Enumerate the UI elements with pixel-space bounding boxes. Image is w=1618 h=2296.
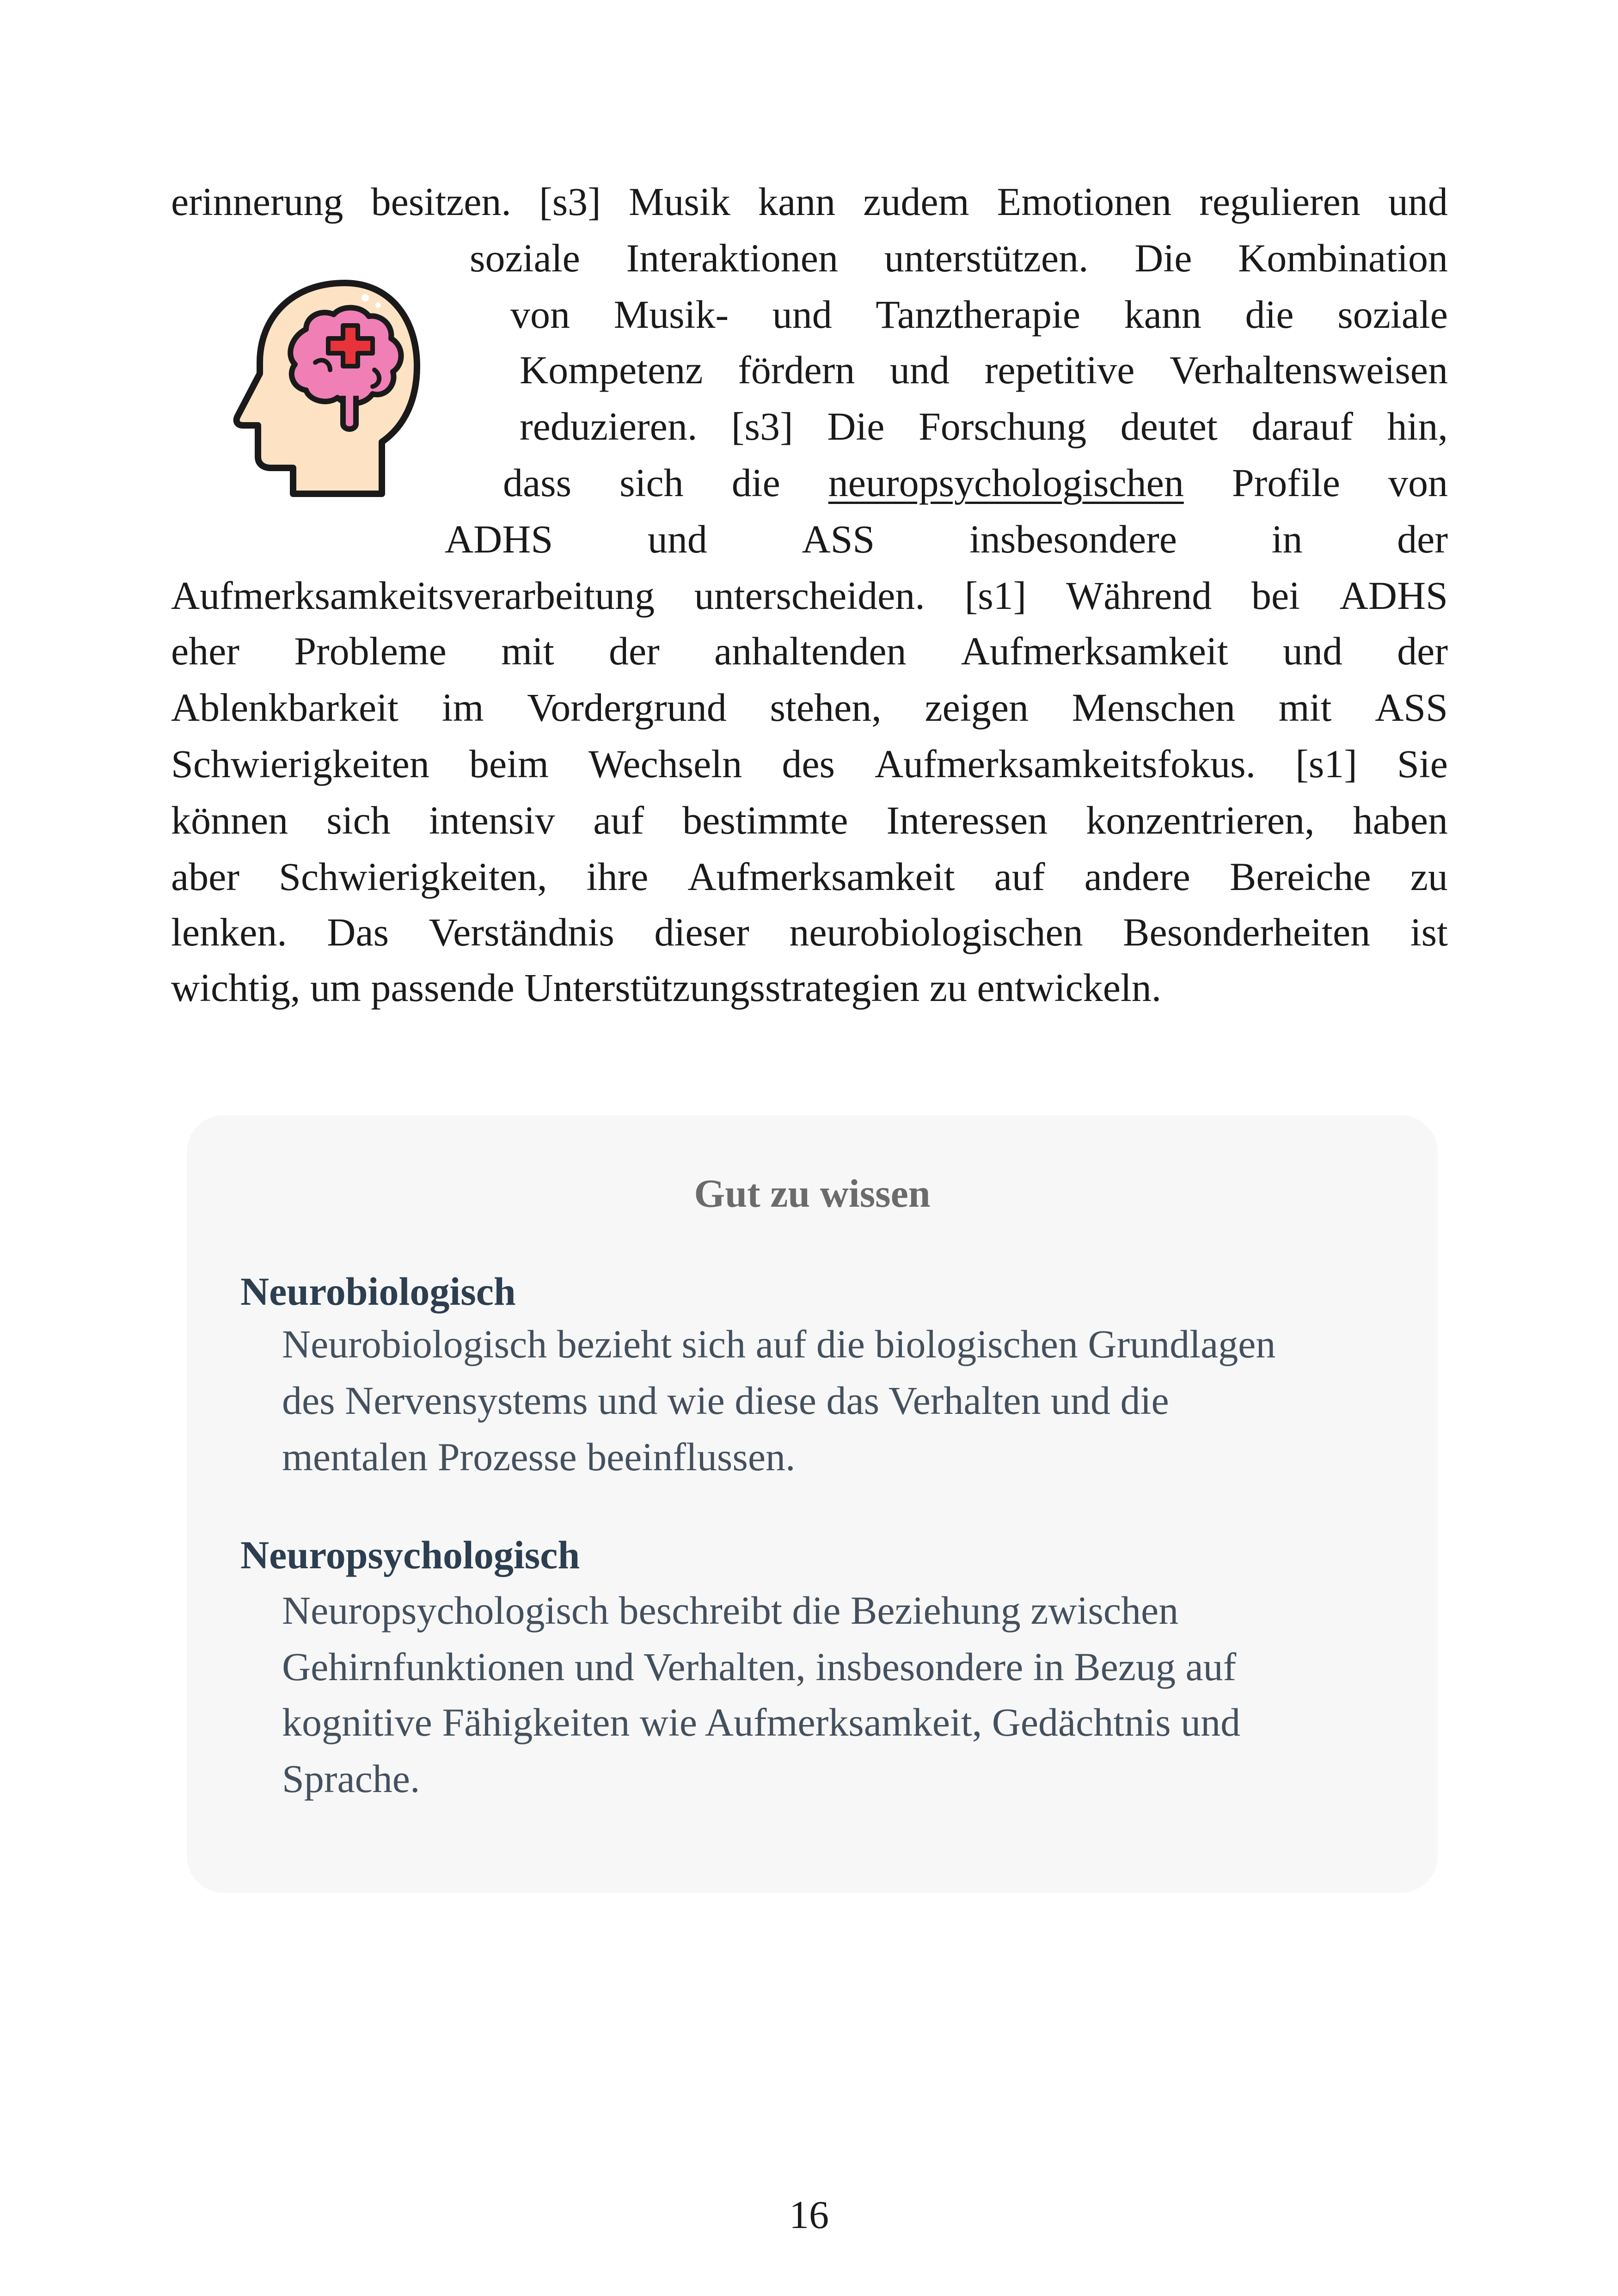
word: des — [782, 742, 835, 786]
body-line-1 — [171, 178, 1448, 225]
word: ADHS — [445, 517, 553, 561]
word: Aufmerksamkeitsverarbeitung — [171, 573, 655, 618]
word: ASS — [1375, 685, 1448, 730]
word: intensiv — [429, 798, 555, 842]
word: können — [171, 798, 288, 842]
word: Das — [327, 910, 389, 954]
word: Menschen — [1072, 685, 1236, 730]
word: der — [1397, 629, 1448, 673]
word: beim — [469, 742, 549, 786]
word: [s3] — [539, 179, 601, 224]
definition-line: kognitive Fähigkeiten wie Aufmerksamkeit, Gedächtnis und — [282, 1700, 1241, 1744]
word: Aufmerksamkeit — [961, 629, 1228, 673]
word: und — [647, 517, 707, 561]
word: Kombination — [1238, 236, 1448, 280]
word: Wechseln — [588, 742, 742, 786]
word: sich — [619, 460, 684, 505]
word: [s1] — [964, 573, 1027, 618]
word: bei — [1251, 573, 1300, 618]
word: die — [1245, 292, 1294, 337]
word: fördern — [738, 348, 855, 392]
word: Schwierigkeiten — [171, 742, 429, 786]
word: Vordergrund — [527, 685, 727, 730]
word: von — [1388, 460, 1448, 505]
word: darauf — [1251, 404, 1353, 448]
word: haben — [1353, 798, 1448, 842]
word: kann — [758, 179, 836, 224]
word: und — [1282, 629, 1342, 673]
word: mit — [1278, 685, 1332, 730]
definition-line: Gehirnfunktionen und Verhalten, insbesondere in Bezug auf — [282, 1645, 1237, 1689]
word: Kompetenz — [520, 348, 703, 392]
word: lenken. — [171, 910, 287, 954]
word: von — [510, 292, 570, 337]
word: anhaltenden — [714, 629, 907, 673]
word: ASS — [802, 517, 875, 561]
body-line-5 — [520, 403, 1448, 449]
word: kann — [1124, 292, 1201, 337]
word: neurobiologischen — [789, 910, 1083, 954]
word: in — [1271, 517, 1303, 561]
body-line-7 — [445, 516, 1448, 562]
word: unterscheiden. — [694, 573, 925, 618]
word: Während — [1066, 573, 1212, 618]
word: bestimmte — [682, 798, 848, 842]
word: Profile — [1232, 460, 1340, 505]
word: Probleme — [294, 629, 447, 673]
word: Ablenkbarkeit — [171, 685, 398, 730]
word: [s3] — [731, 404, 793, 448]
word: Aufmerksamkeit — [687, 854, 955, 899]
word: aber — [171, 854, 239, 899]
word: ihre — [586, 854, 649, 899]
word: dass — [503, 460, 572, 505]
word: Emotionen — [997, 179, 1172, 224]
word: auf — [593, 798, 644, 842]
word: Interessen — [886, 798, 1048, 842]
definition-line: mentalen Prozesse beeinflussen. — [282, 1435, 796, 1479]
word: die — [731, 460, 780, 505]
word: Forschung — [918, 404, 1087, 448]
definition-line: Neurobiologisch bezieht sich auf die biologischen Grundlagen — [282, 1322, 1276, 1366]
word: und — [889, 348, 950, 392]
word: Die — [827, 404, 885, 448]
word: erinnerung — [171, 179, 343, 224]
body-line-15: wichtig, um passende Unterstützungsstrategien zu entwickeln. — [171, 965, 1162, 1010]
term-neuropsychologisch: Neuropsychologisch — [240, 1533, 580, 1577]
word: im — [441, 685, 484, 730]
word: Aufmerksamkeitsfokus. — [875, 742, 1256, 786]
word: stehen, — [770, 685, 882, 730]
body-line-9 — [171, 628, 1448, 674]
word: und — [1388, 179, 1448, 224]
word: Schwierigkeiten, — [279, 854, 547, 899]
word: repetitive — [984, 348, 1135, 392]
word: Tanztherapie — [876, 292, 1081, 337]
definition-line: des Nervensystems und wie diese das Verhalten und die — [282, 1378, 1169, 1423]
word: soziale — [470, 236, 580, 280]
word: unterstützen. — [884, 236, 1089, 280]
body-line-14 — [171, 909, 1448, 955]
body-line-11 — [171, 741, 1448, 787]
word: zeigen — [925, 685, 1029, 730]
word: ADHS — [1339, 573, 1448, 618]
page-number: 16 — [789, 2192, 829, 2237]
word: Musik — [628, 179, 730, 224]
word: zudem — [863, 179, 969, 224]
body-line-2 — [470, 235, 1448, 281]
word: insbesondere — [969, 517, 1177, 561]
word: zu — [1410, 854, 1448, 899]
word: Besonderheiten — [1123, 910, 1371, 954]
body-line-8 — [171, 572, 1448, 619]
word: der — [1397, 517, 1448, 561]
body-line-6 — [503, 460, 1448, 506]
underlined-term: neuropsychologischen — [828, 460, 1184, 505]
word: Sie — [1397, 742, 1448, 786]
term-neurobiologisch: Neurobiologisch — [240, 1269, 516, 1314]
word: Interaktionen — [626, 236, 838, 280]
word: soziale — [1337, 292, 1448, 337]
definition-line: Neuropsychologisch beschreibt die Beziehung zwischen — [282, 1588, 1179, 1633]
word: Bereiche — [1229, 854, 1371, 899]
word: und — [772, 292, 832, 337]
word: dieser — [654, 910, 749, 954]
definition-line: Sprache. — [282, 1756, 420, 1801]
body-line-3 — [510, 291, 1448, 338]
word: eher — [171, 629, 239, 673]
body-line-4 — [520, 347, 1448, 393]
word: deutet — [1120, 404, 1218, 448]
word: hin, — [1387, 404, 1448, 448]
word: andere — [1084, 854, 1190, 899]
word: Verständnis — [429, 910, 614, 954]
word: reduzieren. — [520, 404, 698, 448]
body-line-13 — [171, 853, 1448, 900]
word: [s1] — [1295, 742, 1357, 786]
word: ist — [1410, 910, 1448, 954]
word: regulieren — [1199, 179, 1361, 224]
word: Musik- — [613, 292, 729, 337]
brain-head-icon — [227, 277, 430, 499]
word: sich — [326, 798, 391, 842]
word: Die — [1134, 236, 1192, 280]
info-box-title: Gut zu wissen — [694, 1171, 931, 1216]
body-line-10 — [171, 684, 1448, 731]
body-line-12 — [171, 797, 1448, 843]
word: konzentrieren, — [1086, 798, 1315, 842]
word: mit — [501, 629, 554, 673]
word: besitzen. — [371, 179, 511, 224]
word: der — [608, 629, 660, 673]
word: auf — [994, 854, 1045, 899]
word: Verhaltensweisen — [1170, 348, 1448, 392]
